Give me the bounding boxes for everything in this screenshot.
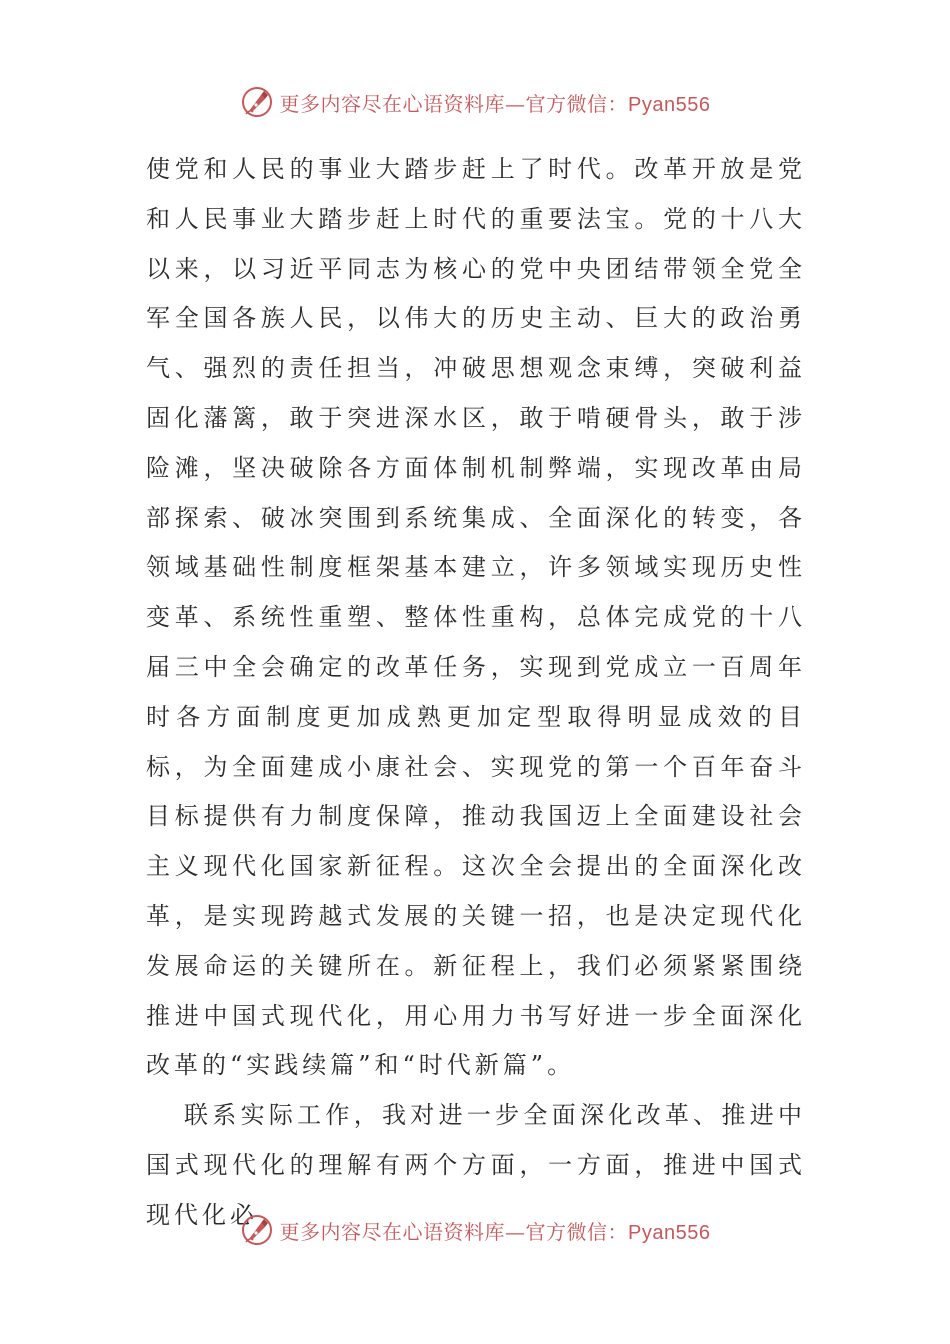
- pen-nib-logo-icon: [240, 1213, 274, 1247]
- pen-nib-logo-icon: [240, 85, 274, 119]
- header-wechat-id: Pyan556: [628, 93, 711, 116]
- footer-banner-text: 更多内容尽在心语资料库—官方微信：Pyan556: [279, 1219, 711, 1244]
- header-banner: [0, 82, 950, 122]
- footer-banner: [0, 1210, 950, 1250]
- footer-wechat-id: Pyan556: [628, 1221, 711, 1244]
- header-banner-text: 更多内容尽在心语资料库—官方微信：Pyan556: [279, 91, 711, 116]
- paragraph-1: 使党和人民的事业大踏步赶上了时代。改革开放是党和人民事业大踏步赶上时代的重要法宝。党的十八大以来，以习近平同志为核心的党中央团结带领全党全军全国各族人民，以伟大的历史主动、巨大的政治勇气、强烈的责任担当，冲破思想观念束缚，突破利益固化藩篱，敢于突进深水区，敢于啃硬骨头，敢于涉险滩，坚决破除各方面体制机制弊端，实现改革由局部探索、破冰突围到系统集成、全面深化的转变，各领域基础性制度框架基本建立，许多领域实现历史性变革、系统性重塑、整体性重构，总体完成党的十八届三中全会确定的改革任务，实现到党成立一百周年时各方面制度更加成熟更加定型取得明显成效的目标，为全面建成小康社会、实现党的第一个百年奋斗目标提供有力制度保障，推动我国迈上全面建设社会主义现代化国家新征程。这次全会提出的全面深化改革，是实现跨越式发展的关键一招，也是决定现代化发展命运的关键所在。新征程上，我们必须紧紧围绕推进中国式现代化，用心用力书写好进一步全面深化改革的“实践续篇”和“时代新篇”。: [146, 155, 806, 1080]
- document-body: [146, 145, 806, 1241]
- paragraph-2: 联系实际工作，我对进一步全面深化改革、推进中国式现代化的理解有两个方面，一方面，推进中国式现代化必: [146, 1101, 806, 1229]
